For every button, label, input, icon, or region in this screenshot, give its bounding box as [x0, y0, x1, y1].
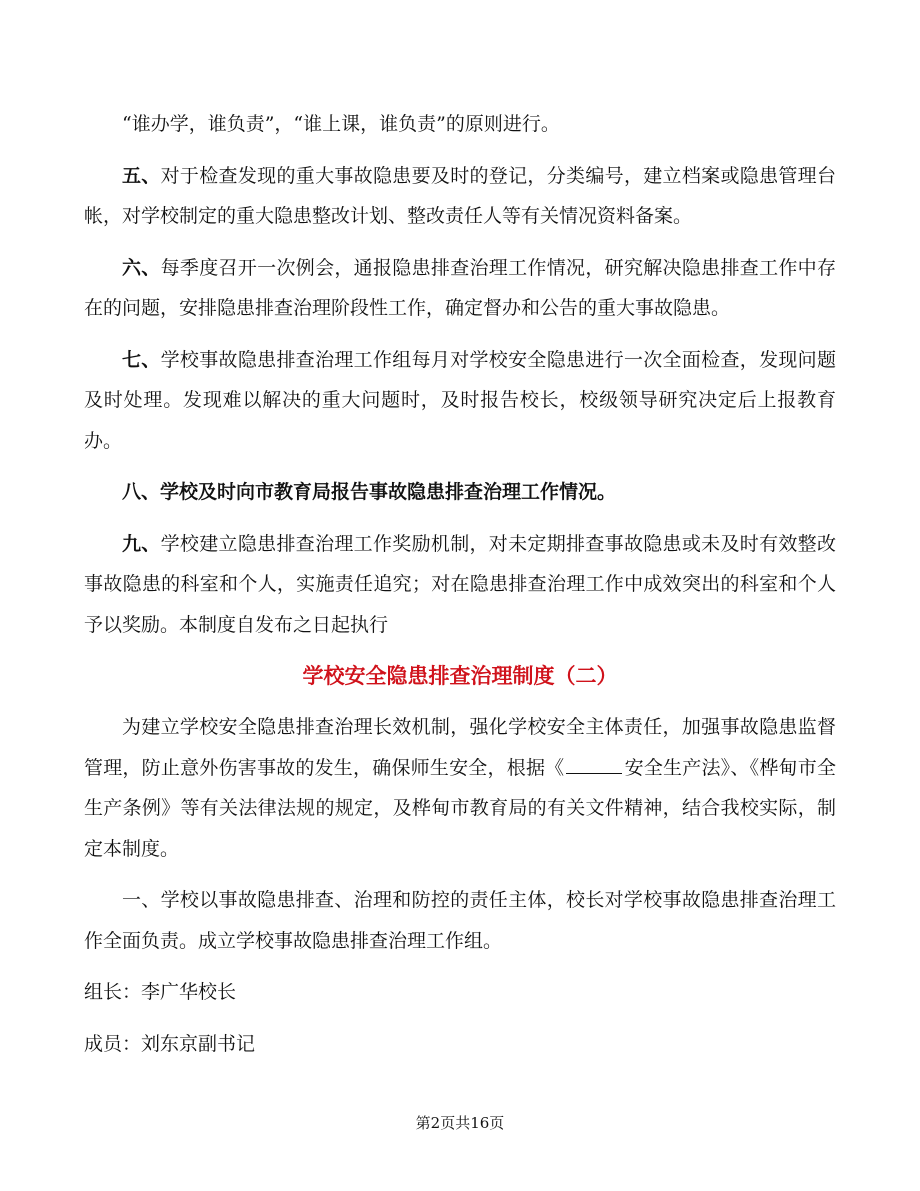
leader-line — [84, 972, 836, 1013]
item-number: 九、 — [122, 532, 161, 555]
section-title: 学校安全隐患排查治理制度（二） — [302, 663, 618, 688]
blank-underline — [566, 756, 622, 774]
member-text: 成员：刘东京副书记 — [84, 1032, 256, 1055]
paragraph-principle — [84, 104, 836, 145]
paragraph-text: 八、学校及时向市教育局报告事故隐患排查治理工作情况。 — [122, 481, 617, 503]
item-number: 六、 — [122, 256, 161, 279]
paragraph-text: 对于检查发现的重大事故隐患要及时的登记，分类编号，建立档案或隐患管理台帐，对学校制定的重大隐患整改计划、整改责任人等有关情况资料备案。 — [84, 164, 836, 227]
paragraph-text: 为建立学校安全隐患排查治理长效机制，强化学校安全主体责任，加强事故隐患监督管理，防止意外伤害事故的发生，确保师生安全，根据《 — [84, 716, 836, 779]
document-body — [84, 104, 836, 1075]
item-number: 七、 — [122, 348, 161, 371]
paragraph-item-8 — [84, 472, 836, 513]
paragraph-item-6 — [84, 248, 836, 329]
member-line — [84, 1024, 836, 1065]
paragraph-text: 学校事故隐患排查治理工作组每月对学校安全隐患进行一次全面检查，发现问题及时处理。发现难以解决的重大问题时，及时报告校长，校级领导研究决定后上报教育办。 — [84, 348, 836, 452]
leader-text: 组长：李广华校长 — [84, 981, 237, 1003]
paragraph-text: 学校建立隐患排查治理工作奖励机制，对未定期排查事故隐患或未及时有效整改事故隐患的科室和个人，实施责任追究；对在隐患排查治理工作中成效突出的科室和个人予以奖励。本制度自发布之日起执行 — [84, 532, 836, 636]
paragraph-section2-item-1 — [84, 880, 836, 961]
paragraph-text: 一、学校以事故隐患排查、治理和防控的责任主体，校长对学校事故隐患排查治理工作全面负责。成立学校事故隐患排查治理工作组。 — [84, 889, 836, 952]
page-number-footer: 第2页共16页 — [415, 1114, 505, 1132]
paragraph-intro — [84, 707, 836, 869]
paragraph-item-7 — [84, 340, 836, 462]
item-number: 五、 — [122, 164, 161, 187]
paragraph-text: 每季度召开一次例会，通报隐患排查治理工作情况，研究解决隐患排查工作中存在的问题，安排隐患排查治理阶段性工作，确定督办和公告的重大事故隐患。 — [84, 256, 836, 319]
paragraph-item-5 — [84, 156, 836, 237]
paragraph-item-9 — [84, 524, 836, 646]
paragraph-text: “谁办学，谁负责”，“谁上课，谁负责”的原则进行。 — [122, 113, 560, 135]
paragraph-text: 安全生产法》、《桦甸市全生产条例》等有关法律法规的规定，及桦甸市教育局的有关文件精神，结合我校实际，制定本制度。 — [84, 756, 836, 860]
